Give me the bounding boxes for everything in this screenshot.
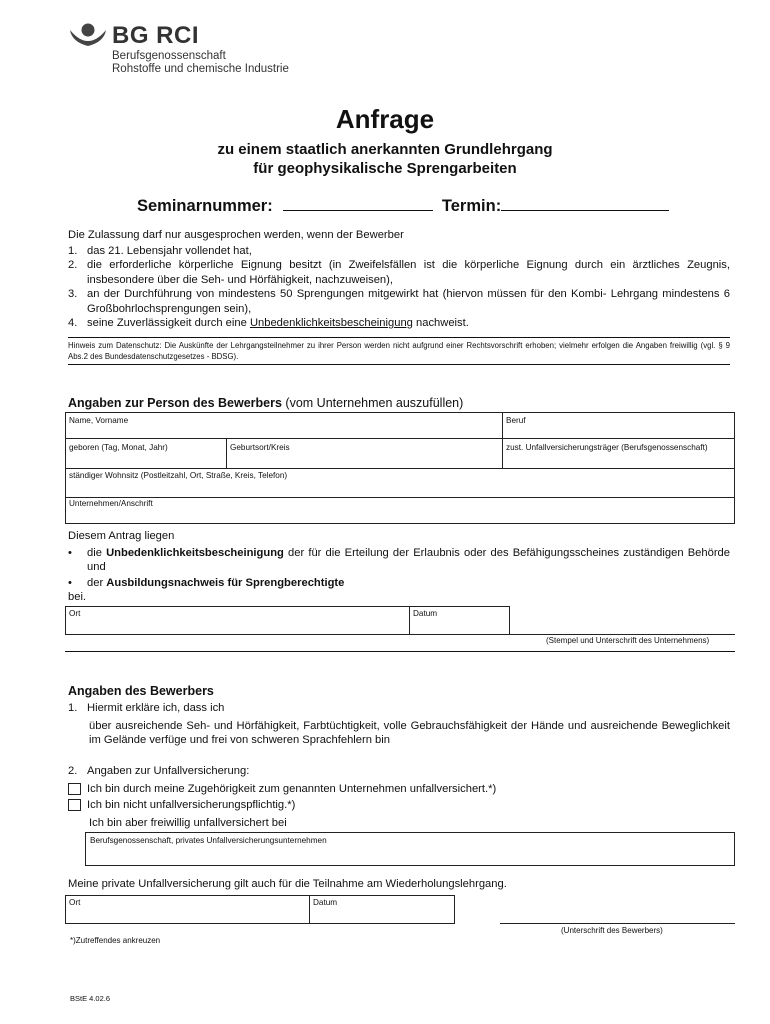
insurance-block [68,764,730,830]
unbedenklichkeit-link: Unbedenklichkeitsbescheinigung [249,317,413,329]
termin-label: Termin: [441,197,502,215]
subtitle-line1: zu einem staatlich anerkannten Grundlehrgang [217,141,553,158]
condition-text-pre: seine Zuverlässigkeit durch eine [87,317,250,329]
declaration-number: 1. [68,702,78,714]
bullet-icon: • [68,576,72,589]
page-title: Anfrage [335,104,435,134]
declaration-text: Hiermit erkläre ich, dass ich [87,702,225,714]
condition-text-post: nachweist. [412,317,469,329]
form-col-line [309,896,310,923]
attachment-text [87,576,730,591]
form-col-line [409,607,410,634]
attachment-bold: Ausbildungsnachweis für Sprengberechtigte [106,576,345,589]
termin-field[interactable] [501,196,669,211]
condition-text [87,316,730,331]
insurance-number: 2. [68,765,78,777]
check-label-2: Ich bin nicht unfallversicherungspflichtig.*) [87,799,296,811]
privacy-note: Hinweis zum Datenschutz: Die Auskünfte der Lehrgangsteilnehmer zu ihrer Person werden nicht aufgrund einer Rechtsvorschrift erhoben; vielmehr erfolgen die Angaben freiwillig (vgl. § 9 Abs.2 des Bundesdatenschutzgesetzes - BDSG). [68,341,730,361]
logo-name: BG RCI [112,22,199,49]
declaration-item [68,701,730,716]
applicant-ort-field[interactable]: Ort [69,898,81,907]
person-section-heading [68,396,463,410]
voluntary-text: Ich bin aber freiwillig unfallversichert bei [89,816,287,829]
condition-number: 2. [68,259,78,271]
condition-item [68,244,730,259]
name-field[interactable]: Name, Vorname [69,416,129,425]
signature-caption: (Unterschrift des Bewerbers) [561,926,663,935]
check-label-1: Ich bin durch meine Zugehörigkeit zum genannten Unternehmen unfallversichert.*) [87,782,497,795]
form-row-line [66,468,734,469]
attachment-item [68,546,730,575]
condition-number: 3. [68,288,78,300]
footnote: *)Zutreffendes ankreuzen [70,936,161,945]
attachments-intro: Diesem Antrag liegen [68,530,175,542]
insurer-field[interactable]: Berufsgenossenschaft, privates Unfallversicherungsunternehmen [90,836,327,845]
form-row-line [66,438,734,439]
condition-text: die erforderliche körperliche Eignung besitzt (in Zweifelsfällen ist die körperliche Eignung durch ein ärztliches Zeugnis, insbesondere über die Seh- und Hörfähigkeit, nachzuweisen), [87,259,730,286]
page-subtitle [0,140,770,178]
seminar-field[interactable] [283,196,433,211]
form-code: BStE 4.02.6 [70,994,111,1003]
declaration-detail: über ausreichende Seh- und Hörfähigkeit, Farbtüchtigkeit, volle Gebrauchsfähigkeit der Hände und ausreichende Beweglichkeit im Gelände verfüge und frei von schweren Sprachfehlern bin [89,719,730,746]
applicant-ort-datum-box [65,895,455,924]
attachment-text [87,546,730,575]
logo-subtitle [112,50,289,76]
declaration-block [68,701,730,748]
logo-sub-line1: Berufsgenossenschaft [112,50,226,62]
person-form [65,412,735,524]
checkbox-unternehmen[interactable] [68,783,81,795]
insurance-text: Angaben zur Unfallversicherung: [87,765,250,777]
company-datum-field[interactable]: Datum [413,609,438,618]
bullet-icon: • [68,546,72,559]
applicant-datum-field[interactable]: Datum [313,898,338,907]
stamp-caption: (Stempel und Unterschrift des Unternehmens) [546,636,710,645]
logo-sub-line2: Rohstoffe und chemische Industrie [112,63,289,75]
person-heading-note: (vom Unternehmen auszufüllen) [281,396,464,410]
attachment-bold: Unbedenklichkeitsbescheinigung [106,546,284,559]
attachment-pre: der [87,576,107,589]
subtitle-line2: für geophysikalische Sprengarbeiten [253,160,517,177]
versicherungstraeger-field[interactable]: zust. Unfallversicherungsträger (Berufsgenossenschaft) [506,443,708,452]
attachment-pre: die [87,546,107,559]
condition-number: 1. [68,244,78,257]
check-row-2 [68,798,730,813]
insurance-item [68,764,730,779]
attachment-item [68,576,730,591]
company-ort-field[interactable]: Ort [69,609,81,618]
stamp-line [510,634,735,635]
conditions-intro: Die Zulassung darf nur ausgesprochen werden, wenn der Bewerber [68,229,404,241]
geburtsdatum-field[interactable]: geboren (Tag, Monat, Jahr) [69,443,168,452]
condition-item [68,287,730,316]
condition-text: an der Durchführung von mindestens 50 Sprengungen mitgewirkt hat (hiervon müssen für den Kombi- Lehrgang mindestens 6 Großbohrlochsprengungen sein), [87,288,730,315]
condition-item [68,316,730,331]
condition-number: 4. [68,317,78,329]
geburtsort-field[interactable]: Geburtsort/Kreis [230,443,290,452]
form-col-line [226,438,227,468]
signature-line [500,923,735,924]
applicant-heading: Angaben des Bewerbers [68,684,214,698]
seminar-label: Seminarnummer: [137,197,273,215]
attachments-bei: bei. [68,591,87,603]
checkbox-nicht-pflichtig[interactable] [68,799,81,811]
person-heading-bold: Angaben zur Person des Bewerbers [68,396,282,410]
condition-item [68,258,730,287]
bg-rci-logo-icon [68,22,108,56]
divider [68,337,730,338]
divider [65,651,735,652]
beruf-field[interactable]: Beruf [506,416,526,425]
wohnsitz-field[interactable]: ständiger Wohnsitz (Postleitzahl, Ort, Straße, Kreis, Telefon) [69,471,288,480]
conditions-list [68,228,730,331]
insurer-box [85,832,735,866]
check-row-1 [68,782,730,797]
form-col-line [502,413,503,468]
attachment-post: der für die Erteilung der Erlaubnis oder des Befähigungsscheines zuständigen Behörde und [87,546,730,573]
seminar-line [137,196,669,216]
company-ort-datum-box [65,606,510,635]
unternehmen-field[interactable]: Unternehmen/Anschrift [69,499,153,508]
form-row-line [66,497,734,498]
divider [68,364,730,365]
attachments-block [68,529,730,605]
condition-text: das 21. Lebensjahr vollendet hat, [87,244,252,257]
private-insurance-note: Meine private Unfallversicherung gilt auch für die Teilnahme am Wiederholungslehrgang. [68,878,507,890]
